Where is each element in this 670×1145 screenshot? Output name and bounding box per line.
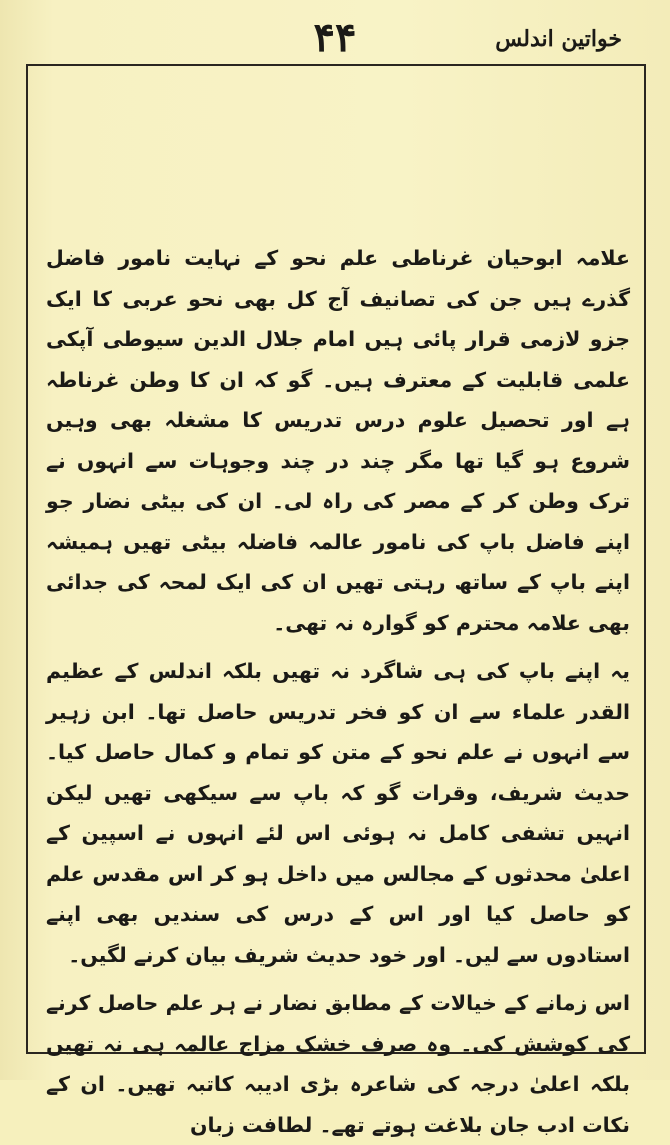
page-number: ۴۴ [313,14,357,61]
paragraph: علامہ ابوحیان غرناطی علم نحو کے نہایت نامور فاضل گذرے ہیں جن کی تصانیف آج کل بھی نحو عربی کا ایک جزو لازمی قرار پائی ہیں امام جلال الدین سیوطی آپکی علمی قابلیت کے معترف ہیں۔ گو کہ ان کا وطن غرناطہ ہے اور تحصیل علوم درس تدریس کا مشغلہ بھی وہیں شروع ہو گیا تھا مگر چند در چند وجوہات سے انہوں نے ترک وطن کر کے مصر کی راہ لی۔ ان کی بیٹی نضار جو اپنے فاضل باپ کی نامور عالمہ فاضلہ بیٹی تھیں ہمیشہ اپنے باپ کے ساتھ رہتی تھیں ان کی ایک لمحہ کی جدائی بھی علامہ محترم کو گوارہ نہ تھی۔ [46,246,630,635]
page-header [40,14,630,64]
paragraph: اس زمانے کے خیالات کے مطابق نضار نے ہر علم حاصل کرنے کی کوشش کی۔ وہ صرف خشک مزاج عالمہ ہی نہ تھیں بلکہ اعلیٰ درجہ کی شاعرہ بڑی ادیبہ کاتبہ تھیں۔ ان کے نکات ادب جان بلاغت ہوتے تھے۔ لطافت زبان [46,991,630,1137]
running-title: خواتین اندلس [495,26,622,52]
paragraph: یہ اپنے باپ کی ہی شاگرد نہ تھیں بلکہ اندلس کے عظیم القدر علماء سے ان کو فخر تدریس حاصل تھا۔ ابن زہیر سے انہوں نے علم نحو کے متن کو تمام و کمال حاصل کیا۔ حدیث شریف، وقرات گو کہ باپ سے سیکھی تھیں لیکن انہیں تشفی کامل نہ ہوئی اس لئے انہوں نے اسپین کے اعلیٰ محدثوں کے مجالس میں داخل ہو کر اس مقدس علم کو حاصل کیا اور اس کے درس کی سندیں بھی اپنے استادوں سے لیں۔ اور خود حدیث شریف بیان کرنے لگیں۔ [46,659,630,967]
body-text [46,238,630,1145]
